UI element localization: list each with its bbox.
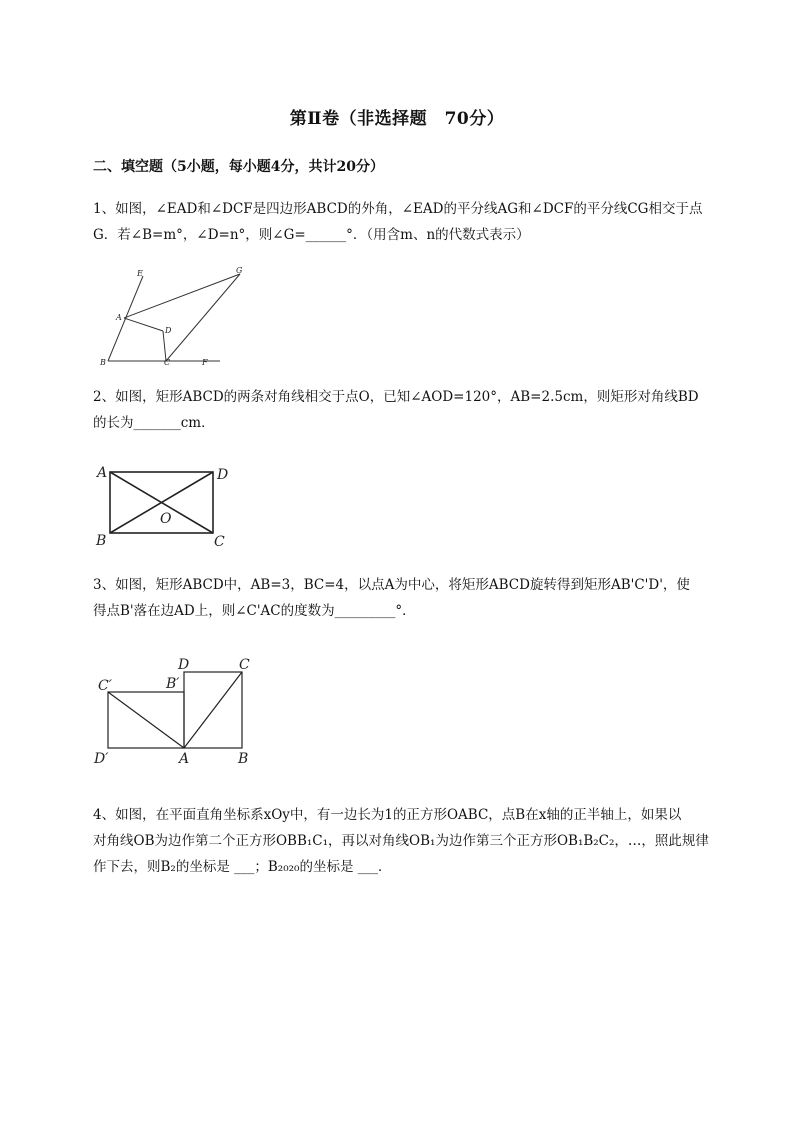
label-o: O — [160, 511, 172, 527]
label-g: G — [236, 266, 243, 275]
label-c: C — [239, 657, 250, 673]
label-a: A — [179, 751, 190, 767]
label-b: B — [100, 358, 106, 367]
question-4-line-1: 4、如图，在平面直角坐标系xOy中，有一边长为1的正方形OABC，点B在x轴的正半轴上，如果以 — [93, 807, 682, 823]
label-c: C — [164, 358, 171, 367]
question-3-line-1: 3、如图，矩形ABCD中，AB=3，BC=4，以点A为中心，将矩形ABCD旋转得到矩形AB'C'D'，使 — [93, 577, 690, 593]
question-1-line-1: 1、如图，∠EAD和∠DCF是四边形ABCD的外角，∠EAD的平分线AG和∠DCF的平分线CG相交于点 — [93, 201, 703, 217]
section-title: 第Ⅱ卷（非选择题 70分） — [289, 109, 505, 129]
question-2 — [93, 384, 738, 436]
label-b: B — [96, 533, 107, 549]
question-4-line-2: 对角线OB为边作第二个正方形OBB₁C₁，再以对角线OB₁为边作第三个正方形OB₁B₂C₂，…，照此规律 — [93, 833, 709, 849]
line-dc — [163, 331, 166, 361]
label-c: C — [214, 534, 225, 550]
line-ac — [184, 672, 242, 748]
label-e: E — [137, 269, 143, 278]
label-b-prime: B′ — [166, 676, 180, 692]
section-heading: 二、填空题（5小题，每小题4分，共计20分） — [93, 159, 384, 175]
question-3-figure — [93, 654, 263, 770]
question-3-line-2: 得点B'落在边AD上，则∠C'AC的度数为_________°． — [93, 603, 416, 619]
line-ad — [124, 318, 163, 331]
question-1-line-2: G．若∠B=m°，∠D=n°，则∠G=______°．（用含m、n的代数式表示） — [93, 227, 530, 243]
label-c-prime: C′ — [98, 678, 112, 694]
line-cg — [166, 274, 240, 361]
question-1 — [93, 196, 738, 248]
question-2-line-1: 2、如图，矩形ABCD的两条对角线相交于点O，已知∠AOD=120°，AB=2.5cm，则矩形对角线BD — [93, 389, 699, 405]
label-d: D — [165, 326, 172, 335]
line-ac1 — [108, 692, 184, 748]
label-a: A — [116, 313, 122, 322]
question-4 — [93, 802, 738, 880]
question-1-figure — [95, 262, 245, 372]
label-b: B — [238, 751, 249, 767]
label-d: D — [217, 467, 229, 483]
question-3 — [93, 572, 738, 624]
label-f: F — [202, 358, 208, 367]
question-2-line-2: 的长为_______cm． — [93, 415, 215, 431]
question-4-line-3: 作下去，则B₂的坐标是 ___；B₂₀₂₀的坐标是 ___． — [93, 859, 392, 875]
label-a: A — [97, 465, 108, 481]
label-d: D — [178, 657, 190, 673]
question-2-figure — [93, 462, 243, 552]
label-d-prime: D′ — [94, 751, 109, 767]
